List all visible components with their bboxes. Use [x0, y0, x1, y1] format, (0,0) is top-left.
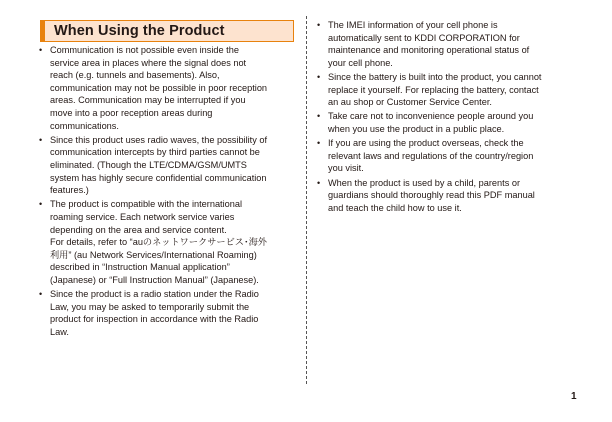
bullet-item: • The product is compatible with the international roaming service. Each network service varies depending on the area and service content. For details, refer to “auのネットワークサービス･海外 利用” (au Network Services/International Roaming) described in “Instruction Manual application” (Japanese) or “Full Instruction Manual” (Japanese). [38, 198, 300, 286]
bullet-item: • Communication is not possible even inside the service area in places where the signal does not reach (e.g. tunnels and basements). Also, communication may not be possible in poor reception areas. Communication may be interrupted if you move into a poor reception areas during communications. [38, 44, 300, 132]
right-bullet-list [316, 19, 578, 214]
right-column [316, 19, 578, 216]
page-number: 1 [571, 391, 577, 402]
bullet-item: • Since the battery is built into the product, you cannot replace it yourself. For replacing the battery, contact an au shop or Customer Service Center. [316, 71, 578, 109]
bullet-item: • If you are using the product overseas, check the relevant laws and regulations of the country/region you visit. [316, 137, 578, 175]
bullet-item: • When the product is used by a child, parents or guardians should thoroughly read this PDF manual and teach the child how to use it. [316, 177, 578, 215]
left-bullet-list [38, 44, 300, 338]
column-divider [306, 16, 307, 384]
bullet-item: • The IMEI information of your cell phone is automatically sent to KDDI CORPORATION for maintenance and monitoring operational status of your cell phone. [316, 19, 578, 69]
bullet-item: • Since the product is a radio station under the Radio Law, you may be asked to temporarily submit the product for inspection in accordance with the Radio Law. [38, 288, 300, 338]
bullet-item: • Take care not to inconvenience people around you when you use the product in a public place. [316, 110, 578, 135]
section-heading-text: When Using the Product [54, 23, 225, 39]
section-heading [40, 20, 294, 42]
left-column [38, 44, 300, 340]
bullet-item: • Since this product uses radio waves, the possibility of communication intercepts by third parties cannot be eliminated. (Though the LTE/CDMA/GSM/UMTS system has highly secure confidential communication features.) [38, 134, 300, 197]
